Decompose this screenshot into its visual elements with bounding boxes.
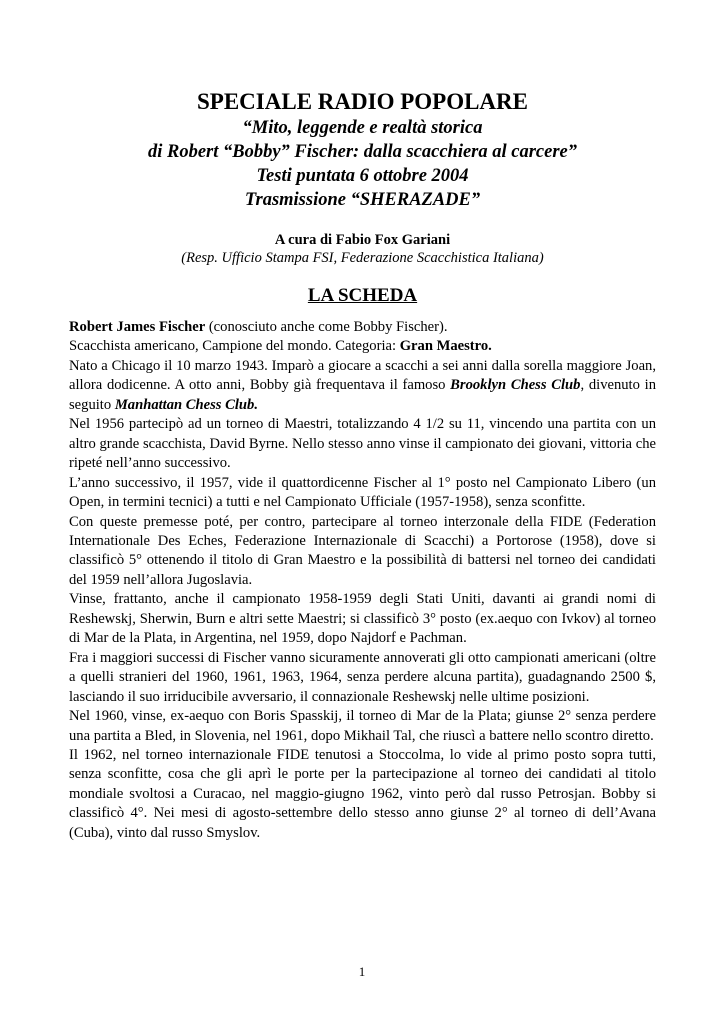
paragraph: L’anno successivo, il 1957, vide il quattordicenne Fischer al 1° posto nel Campionato Libero (un Open, in termini tecnici) a tutti e nel Campionato Ufficiale (1957-1958), senza sconfitte. — [69, 474, 656, 511]
subtitle-block — [69, 116, 656, 212]
subtitle-line: Trasmissione “SHERAZADE” — [244, 190, 481, 210]
subtitle-line: “Mito, leggende e realtà storica — [242, 118, 483, 138]
curator-affiliation: (Resp. Ufficio Stampa FSI, Federazione Scacchistica Italiana) — [181, 250, 544, 266]
paragraph: Vinse, frattanto, anche il campionato 1958-1959 degli Stati Uniti, davanti ai grandi nomi di Reshewskj, Sherwin, Burn e altri sette Maestri; si classificò 3° posto (ex.aequo con Ivkov) al torneo di Mar de la Plata, in Argentina, nel 1959, dopo Najdorf e Pachman. — [69, 591, 656, 647]
paragraph: Fra i maggiori successi di Fischer vanno sicuramente annoverati gli otto campionati americani (oltre a quelli stranieri del 1960, 1961, 1963, 1964, senza perdere alcuna partita), guadagnando 2500 $, lasciando il suo irriducibile avversario, il connazionale Reshewskj nelle ultime posizioni. — [69, 649, 656, 705]
curator-credit: A cura di Fabio Fox Gariani — [274, 232, 451, 248]
document-page — [69, 88, 656, 843]
paragraph: Nel 1960, vinse, ex-aequo con Boris Spasskij, il torneo di Mar de la Plata; giunse 2° senza perdere una partita a Bled, in Slovenia, nel 1961, dopo Mikhail Tal, che riuscì a battere nello scontro diretto. — [69, 708, 656, 744]
paragraph: Con queste premesse poté, per contro, partecipare al torneo interzonale della FIDE (Federation Internationale Des Eches, Federazione Internazionale di Scacchi) a Portorose (1958), dove si classificò 5° ottenendo il titolo di Gran Maestro e la possibilità di battersi nel torneo dei candidati del 1959 nell’allora Jugoslavia. — [69, 513, 656, 588]
paragraph: Robert James Fischer (conosciuto anche come Bobby Fischer). — [69, 319, 448, 335]
paragraph: Nato a Chicago il 10 marzo 1943. Imparò a giocare a scacchi a sei anni dalla sorella maggiore Joan, allora dodicenne. A otto anni, Bobby già frequentava il famoso Brooklyn Chess Club, divenuto in seguito Manhattan Chess Club. — [69, 357, 656, 413]
club-name: Manhattan Chess Club. — [114, 396, 258, 413]
subject-name: Robert James Fischer — [69, 319, 206, 335]
body-text — [69, 318, 656, 843]
paragraph: Il 1962, nel torneo internazionale FIDE tenutosi a Stoccolma, lo vide al primo posto sopra tutti, senza sconfitte, cosa che gli aprì le porte per la partecipazione al torneo dei candidati al titolo mondiale svoltosi a Curacao, nel maggio-giugno 1962, vinto però dal russo Petrosjan. Bobby si classificò 4°. Nei mesi di agosto-settembre dello stesso anno giunse 2° al torneo di dell’Avana (Cuba), vinto dal russo Smyslov. — [69, 746, 656, 841]
paragraph: Nel 1956 partecipò ad un torneo di Maestri, totalizzando 4 1/2 su 11, vincendo una partita con un altro grande scacchista, David Byrne. Nello stesso anno vinse il campionato dei giovani, vittoria che ripeté nell’anno successivo. — [69, 416, 656, 472]
section-heading: LA SCHEDA — [307, 285, 418, 306]
subtitle-line: Testi puntata 6 ottobre 2004 — [256, 166, 469, 186]
club-name: Brooklyn Chess Club — [450, 377, 581, 394]
document-title: SPECIALE RADIO POPOLARE — [197, 89, 528, 114]
page-number: 1 — [358, 964, 366, 979]
subtitle-line: di Robert “Bobby” Fischer: dalla scacchiera al carcere” — [147, 142, 578, 162]
category-value: Gran Maestro. — [399, 338, 492, 355]
paragraph: Scacchista americano, Campione del mondo. Categoria: Gran Maestro. — [69, 338, 492, 355]
